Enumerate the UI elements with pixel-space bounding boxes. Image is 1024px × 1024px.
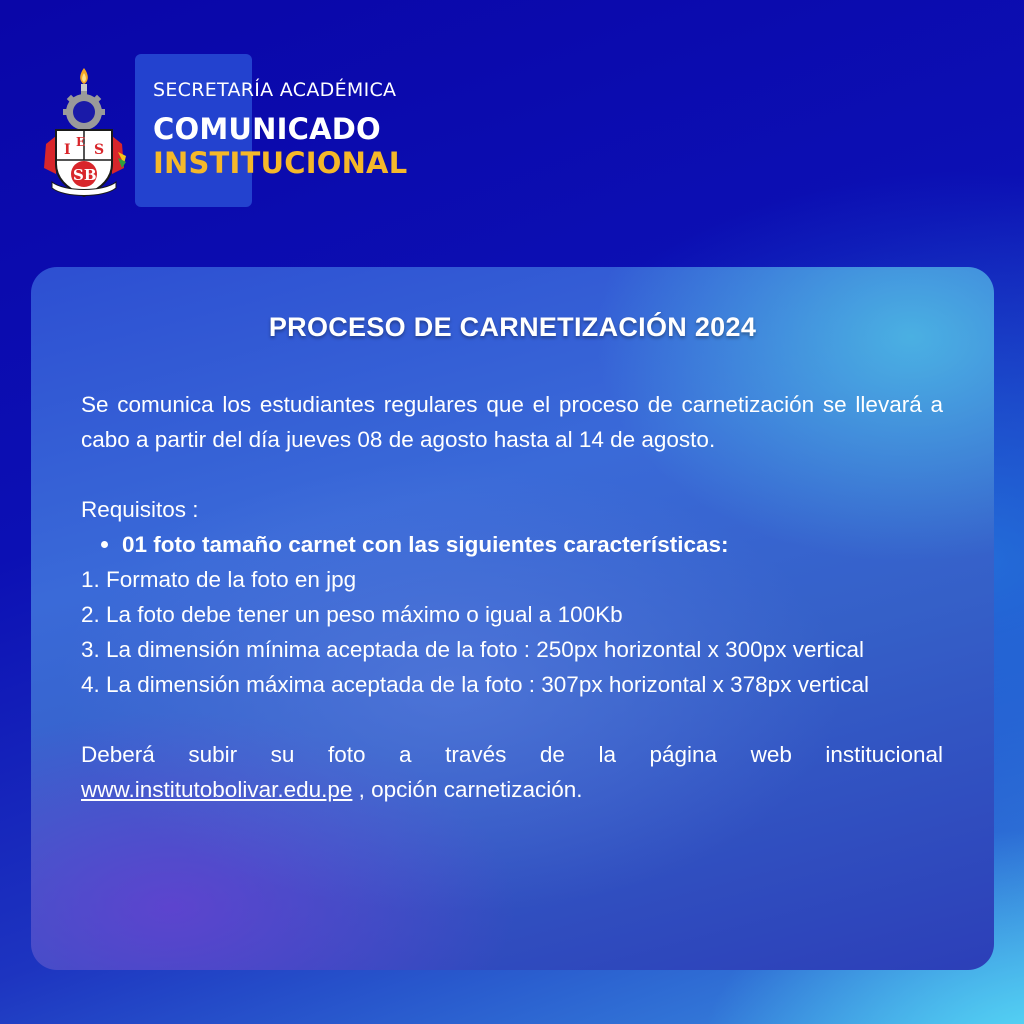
svg-text:E: E: [76, 135, 86, 149]
intro-paragraph: Se comunica los estudiantes regulares que el proceso de carnetización se llevará a cabo a partir del día jueves 08 de agosto hasta al 14 de agosto.: [81, 392, 943, 452]
closing-prefix: Deberá subir su foto a través de la página web institucional: [81, 742, 943, 767]
svg-text:SB: SB: [73, 166, 97, 184]
bullet-icon: [101, 541, 108, 548]
closing-paragraph: [81, 737, 943, 807]
header-text: [153, 78, 453, 180]
header-title: COMUNICADO: [153, 112, 381, 146]
requirement-item: 1. Formato de la foto en jpg: [81, 567, 357, 592]
header-subtitle: INSTITUCIONAL: [153, 146, 408, 180]
ies-crest-icon: [38, 64, 130, 200]
spacer: [81, 457, 943, 492]
requirement-item: 3. La dimensión mínima aceptada de la foto : 250px horizontal x 300px vertical: [81, 637, 864, 662]
announcement-card: [31, 267, 994, 970]
closing-suffix: , opción carnetización.: [352, 777, 583, 802]
requirement-item: 4. La dimensión máxima aceptada de la foto : 307px horizontal x 378px vertical: [81, 672, 869, 697]
requirements-label: Requisitos :: [81, 497, 199, 522]
requirement-bullet: [81, 527, 943, 562]
announcement-title: PROCESO DE CARNETIZACIÓN 2024: [268, 312, 757, 342]
svg-text:I: I: [64, 142, 71, 158]
header-kicker: SECRETARÍA ACADÉMICA: [153, 79, 397, 101]
institution-website-link[interactable]: www.institutobolivar.edu.pe: [81, 777, 353, 802]
announcement-body: [81, 387, 943, 807]
spacer: [81, 702, 943, 737]
svg-text:S: S: [94, 142, 105, 158]
requirement-item: 2. La foto debe tener un peso máximo o igual a 100Kb: [81, 602, 623, 627]
bullet-text: 01 foto tamaño carnet con las siguientes características:: [122, 532, 729, 557]
